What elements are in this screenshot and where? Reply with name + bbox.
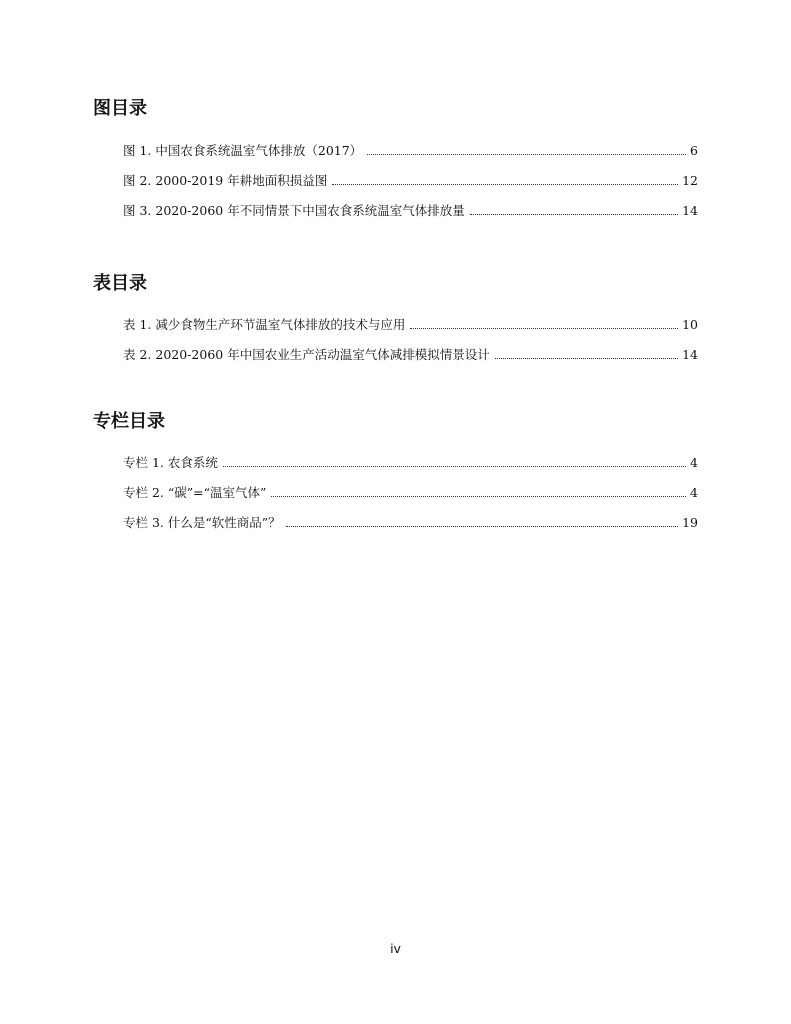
dot-leader [495,358,678,359]
toc-entry-box-1[interactable] [123,454,698,472]
toc-entry-figure-2[interactable] [123,172,698,190]
toc-entry-label: 表 2. 2020-2060 年中国农业生产活动温室气体减排模拟情景设计 [123,347,490,362]
toc-entry-label: 图 2. 2000-2019 年耕地面积损益图 [123,173,328,188]
toc-entry-page: 6 [690,143,698,158]
dot-leader [332,184,678,185]
boxes-heading: 专栏目录 [93,411,165,432]
toc-entry-box-2[interactable] [123,484,698,502]
figures-heading: 图目录 [93,98,147,119]
toc-entry-table-1[interactable] [123,316,698,334]
dot-leader [286,526,678,527]
toc-entry-label: 表 1. 减少食物生产环节温室气体排放的技术与应用 [123,317,406,332]
toc-entry-label: 图 1. 中国农食系统温室气体排放（2017） [123,143,363,158]
toc-entry-figure-1[interactable] [123,142,698,160]
toc-entry-table-2[interactable] [123,346,698,364]
dot-leader [367,154,686,155]
dot-leader [470,214,678,215]
toc-entry-page: 4 [690,485,698,500]
toc-entry-page: 12 [682,173,698,188]
toc-entry-page: 10 [682,317,698,332]
toc-entry-page: 4 [690,455,698,470]
toc-entry-page: 14 [682,347,698,362]
toc-entry-box-3[interactable] [123,514,698,532]
toc-entry-label: 专栏 2. “碳”=“温室气体” [123,485,267,500]
toc-entry-label: 图 3. 2020-2060 年不同情景下中国农食系统温室气体排放量 [123,203,465,218]
dot-leader [223,466,686,467]
toc-entry-figure-3[interactable] [123,202,698,220]
toc-entry-page: 14 [682,203,698,218]
tables-heading: 表目录 [93,273,147,294]
toc-entry-label: 专栏 3. 什么是“软性商品”？ [123,515,281,530]
dot-leader [410,328,678,329]
toc-entry-page: 19 [682,515,698,530]
dot-leader [271,496,686,497]
page-number: iv [390,941,401,956]
toc-entry-label: 专栏 1. 农食系统 [123,455,218,470]
